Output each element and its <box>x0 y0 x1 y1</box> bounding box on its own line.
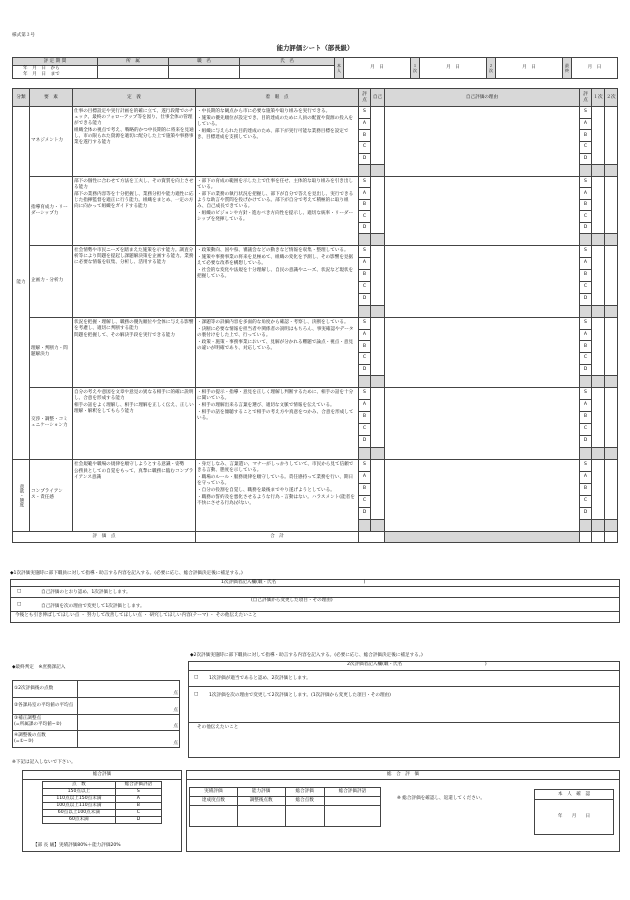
grade-A: A <box>359 188 371 200</box>
viewpoint-text: ・相手の提示・指導・意見を正しく理解し判断するために、相手の話を十分に聞いている。 <box>197 389 354 401</box>
self-score-cell <box>371 305 385 317</box>
element-3: 理解・判断力・問題解決力 <box>30 317 73 387</box>
summary-sub <box>324 797 380 806</box>
viewpoint-text: ・職場のルール・服務規律を順守している。責任感持って業務を行い、期日を守っている。 <box>197 474 354 486</box>
grade-A: A <box>359 471 371 483</box>
viewpoint-4 <box>196 387 359 459</box>
col-category: 分類 <box>13 89 30 107</box>
viewpoint-text: ・政策動向、国や県、審議会などの動きなど情報を収集・整理している。 <box>197 247 349 253</box>
grade-score-cell <box>359 305 371 317</box>
grade-score-cell <box>580 234 592 246</box>
definition-1 <box>73 176 196 245</box>
viewpoint-text: ・政策・施策・事務事業において、見解が分かれる難題で論点・視点・意見の違いが明確であり、対応している。 <box>197 339 354 351</box>
second-score-cell <box>605 165 618 177</box>
definition-4 <box>73 387 196 459</box>
grade-score-cell <box>580 376 592 388</box>
sec1-check1: 自己評価のとおり認め、1次評価とします。 <box>41 590 131 595</box>
self-date[interactable]: 月 日 <box>344 58 411 79</box>
overall-grade: D <box>115 817 161 824</box>
viewpoint-0 <box>196 107 359 177</box>
final-row-unit[interactable]: 点 <box>78 681 180 698</box>
viewpoint-text: ・身だしなみ、言葉遣い、マナーがしっかりしていて、市民から見て信頼できる言動、態度を示している。 <box>197 461 354 473</box>
grade-C: C <box>359 281 371 293</box>
grade-S: S <box>580 459 592 471</box>
final-row-label: ④調整後の点数 (=①−③) <box>13 731 78 748</box>
overall-range: 60点以上100点未満 <box>43 810 116 817</box>
grade-A: A <box>580 118 592 130</box>
grade-S: S <box>580 176 592 188</box>
summary-sub: 調整後点数 <box>237 797 285 806</box>
col-viewpoint: 着 眼 点 <box>196 89 359 107</box>
col-rating: 評点 <box>359 89 371 107</box>
category-attitude: 意欲・態度 <box>13 459 30 531</box>
grade-S: S <box>359 107 371 119</box>
footer-label: 評 価 点 <box>13 531 196 542</box>
summary-sub: 達成度点数 <box>190 797 238 806</box>
summary-title: 総 合 評 価 <box>187 771 619 780</box>
definition-text: 仕事の目標設定や実行計画を的確に立て、遂行段階でのチェック、最終のフォローアップ等を図り、仕事全体の管理ができる能力 <box>74 109 194 126</box>
second-rating-1[interactable] <box>605 176 618 234</box>
final-date[interactable]: 月 日 <box>572 58 618 79</box>
overall-grade: B <box>115 803 161 810</box>
grade-D: D <box>580 153 592 165</box>
viewpoint-text: ・相手の話を傾聴することで相手の考え方や真意をつかみ、合意を形成している。 <box>197 409 354 421</box>
second-rating-0[interactable] <box>605 107 618 165</box>
self-reason-1[interactable] <box>385 176 580 245</box>
grade-score-cell <box>359 165 371 177</box>
summary-box <box>186 770 620 852</box>
grade-B: B <box>359 130 371 142</box>
person-confirm-table <box>534 789 614 835</box>
grade-C: C <box>359 495 371 507</box>
grade-S: S <box>359 317 371 329</box>
definition-text: 相手の話をよく理解し、相手に理解を正しく伝え、正しい理解・解釈をしてもらう能力 <box>74 402 194 414</box>
grade-B: B <box>580 199 592 211</box>
overall-range: 110点以上150点未満 <box>43 796 116 803</box>
grade-B: B <box>359 341 371 353</box>
definition-3 <box>73 317 196 387</box>
grade-D: D <box>359 222 371 234</box>
second-rating-3[interactable] <box>605 317 618 375</box>
grade-A: A <box>359 257 371 269</box>
definition-2 <box>73 245 196 317</box>
grade-S: S <box>359 459 371 471</box>
grade-C: C <box>580 423 592 435</box>
viewpoint-1 <box>196 176 359 245</box>
self-rating-1[interactable] <box>371 176 385 234</box>
dept-field[interactable] <box>98 66 169 79</box>
grade-C: C <box>359 211 371 223</box>
first-score-cell <box>592 305 605 317</box>
first-score-cell <box>592 234 605 246</box>
grade-C: C <box>580 141 592 153</box>
col-second: ２次 <box>605 89 618 107</box>
grade-score-cell <box>580 519 592 531</box>
person-confirm-title: 本 人 確 認 <box>535 790 614 800</box>
first-rating-4[interactable] <box>592 387 605 447</box>
self-reason-5[interactable] <box>385 459 580 531</box>
footer-first-total[interactable] <box>592 531 605 542</box>
grade-A: A <box>359 118 371 130</box>
sec2-check1: 1次評価が適当であると認め、2次評価とします。 <box>209 676 311 681</box>
grade-B: B <box>580 130 592 142</box>
second-date[interactable]: 月 日 <box>496 58 563 79</box>
viewpoint-text: ・部下の育成の範囲を示した上で仕事を任せ、主体的な取り組みを引き出している。 <box>197 178 354 190</box>
summary-table <box>189 787 381 827</box>
viewpoint-2 <box>196 245 359 317</box>
period-label: 評 定 期 間 <box>13 58 98 66</box>
grade-D: D <box>359 435 371 447</box>
grade-C: C <box>359 423 371 435</box>
element-4: 交渉・調整・コミュニケーション力 <box>30 387 73 459</box>
summary-value[interactable] <box>190 806 238 827</box>
person-confirm-date[interactable]: 年 月 日 <box>535 800 614 835</box>
definition-5 <box>73 459 196 531</box>
self-score-cell <box>371 447 385 459</box>
grade-D: D <box>580 293 592 305</box>
col-rating-2: 評点 <box>580 89 592 107</box>
name-label: 氏 名 <box>240 58 335 66</box>
grade-A: A <box>359 399 371 411</box>
second-score-cell <box>605 376 618 388</box>
grade-S: S <box>359 245 371 257</box>
overall-grade: A <box>115 796 161 803</box>
grade-S: S <box>580 107 592 119</box>
final-row-label: ②各課局室の平均値の平均点 <box>13 697 78 714</box>
footer-total: 合 計 <box>196 531 359 542</box>
viewpoint-text: ・組織に与えられた目的達成のため、部下が実行可能な業務目標を設定でき、目標達成を支援している。 <box>197 128 349 140</box>
grade-A: A <box>580 329 592 341</box>
second-score-cell <box>605 447 618 459</box>
second-rating-2[interactable] <box>605 245 618 305</box>
grade-C: C <box>580 211 592 223</box>
grade-A: A <box>580 471 592 483</box>
viewpoint-text: ・課題等の詳細内容を多面的な角度から確認・考察し、決断をしている。 <box>197 319 349 325</box>
self-score-cell <box>371 234 385 246</box>
definition-text: 問題を把握して、その解決手段を実行できる能力 <box>74 332 175 338</box>
definition-text: 公務員としての自覚をもって、真摯に職務に臨むコンプライアンス意識 <box>74 468 194 480</box>
definition-text: 組織全体の視点で考え、戦略的かつ中長期的に将来を見通し、市の限られた資源を適切に配分した上で施策や事務事業を遂行する能力 <box>74 127 194 145</box>
position-label: 職 名 <box>169 58 240 66</box>
grade-B: B <box>359 483 371 495</box>
final-row-label: ①2次評価後の点数 <box>13 681 78 698</box>
final-row-label: ③補正調整点 (=所属課の平均値−②) <box>13 714 78 731</box>
grade-S: S <box>580 245 592 257</box>
grade-C: C <box>580 352 592 364</box>
overall-grade-box <box>22 770 182 852</box>
first-label: １次 <box>411 58 420 79</box>
self-score-cell <box>371 519 385 531</box>
second-score-cell <box>605 519 618 531</box>
sec1-box <box>10 579 620 623</box>
overall-formula: 【部 長 級】実績評価80%＋能力評価20% <box>33 843 121 848</box>
grade-score-cell <box>359 234 371 246</box>
period-range[interactable]: 年 月 日 から 年 月 日 まで <box>13 66 98 79</box>
summary-sub: 総合点数 <box>285 797 324 806</box>
sec2-other[interactable]: その他伝えたいこと <box>197 725 239 730</box>
element-5: コンプライアンス・責任感 <box>30 459 73 531</box>
second-score-cell <box>605 305 618 317</box>
viewpoint-text: ・中長期的な観点から市に必要な施策や取り組みを実行できる。 <box>197 109 331 114</box>
first-rating-3[interactable] <box>592 317 605 375</box>
sec2-heading: ◆2次評価実施時に部下職員に対して指導・助言する内容を記入する。(必要に応じ、総合評価決定後に補足する。) <box>190 653 423 658</box>
sec1-heading: ◆1次評価実施時に部下職員に対して指導・助言する内容を記入する。(必要に応じ、総合評価決定後に補足する。) <box>10 571 243 576</box>
evaluation-table <box>12 88 618 543</box>
first-rating-5[interactable] <box>592 459 605 519</box>
sec1-check2-box[interactable]: □ <box>17 602 22 607</box>
grade-score-cell <box>359 447 371 459</box>
self-rating-3[interactable] <box>371 317 385 375</box>
first-score-cell <box>592 165 605 177</box>
name-field[interactable] <box>240 66 335 79</box>
grade-score-cell <box>580 165 592 177</box>
grade-B: B <box>359 411 371 423</box>
grade-score-cell <box>359 376 371 388</box>
self-rating-0[interactable] <box>371 107 385 165</box>
final-table <box>12 680 180 748</box>
definition-0 <box>73 107 196 177</box>
summary-confirm: ※ 総合評価を確認し、返還してください。 <box>397 796 485 801</box>
viewpoint-text: ・部下の業務の執行状況を把握し、部下が自分で答えを見出し、実行できるような助言や質問を投げかけている。部下が自分で考えて積極的に取り組み、自己成長できている。 <box>197 191 354 209</box>
definition-text: 部下の個性に合わせて方法を工夫し、その資質を向上させる能力 <box>74 178 194 190</box>
category-ability: 能力 <box>13 107 30 460</box>
element-2: 企画力・分析力 <box>30 245 73 317</box>
position-field[interactable] <box>169 66 240 79</box>
summary-col: 能力評価 <box>237 788 285 797</box>
overall-grade: C <box>115 810 161 817</box>
grade-score-cell <box>359 519 371 531</box>
self-reason-2[interactable] <box>385 245 580 317</box>
first-score-cell <box>592 519 605 531</box>
second-rating-5[interactable] <box>605 459 618 519</box>
self-rating-4[interactable] <box>371 387 385 447</box>
self-reason-3[interactable] <box>385 317 580 387</box>
definition-text: 自分の考えや意図を文章や意見の異なる相手に的確に説明し、合意を形成する能力 <box>74 389 194 401</box>
grade-score-cell <box>580 305 592 317</box>
overall-grade-col: 総合評価評語 <box>115 782 161 789</box>
footer-self-total[interactable] <box>359 531 385 542</box>
element-1: 指導育成力・リーダーシップ力 <box>30 176 73 245</box>
final-label: 最終 <box>563 58 572 79</box>
overall-range: 60点未満 <box>43 817 116 824</box>
definition-text: 社会規範や職場の規律を順守しようとする意識・姿勢 <box>74 461 185 467</box>
viewpoint-text: ・職務の誓約及を悪化させるような行為・言動はない。ハラスメント(能者を不快にさせる行為)がない。 <box>197 494 355 506</box>
grade-D: D <box>359 153 371 165</box>
grade-S: S <box>580 387 592 399</box>
grade-B: B <box>580 483 592 495</box>
final-heading: ◆最終判定 ※庶務課記入 <box>12 665 66 670</box>
grade-B: B <box>359 269 371 281</box>
footer-second-total[interactable] <box>605 531 618 542</box>
grade-S: S <box>359 387 371 399</box>
overall-grade-table <box>42 781 162 824</box>
form-number: 様式第３号 <box>12 33 35 38</box>
note: ※下記は記入しないで下さい。 <box>12 760 76 765</box>
final-row-unit[interactable]: 点 <box>78 697 180 714</box>
self-reason-0[interactable] <box>385 107 580 177</box>
definition-text: 社会情勢や市民ニーズを踏まえた施策を示す能力。調査分析等により問題を提起し課題解決策を企画する能力。業務に必要な情報を収集、分析し、活用する能力 <box>74 247 194 265</box>
header-table <box>12 57 618 79</box>
self-score-cell <box>371 376 385 388</box>
second-label: ２次 <box>487 58 496 79</box>
first-rating-2[interactable] <box>592 245 605 305</box>
grade-score-cell <box>580 447 592 459</box>
col-definition: 定 義 <box>73 89 196 107</box>
viewpoint-5 <box>196 459 359 531</box>
dept-label: 所 属 <box>98 58 169 66</box>
definition-text: 状況を把握・理解し、職務の優先順位や全体に与える影響を考慮し、適切に判断する能力 <box>74 319 194 331</box>
grade-C: C <box>580 281 592 293</box>
sec1-advice[interactable]: 今後とも引き伸ばしてほしい点 ・ 努力して改善してほしい点 ・ 研究してほしい内容(テーマ) ・ その他伝えたいこと <box>15 613 258 618</box>
grade-C: C <box>359 141 371 153</box>
grade-A: A <box>580 188 592 200</box>
final-row-unit[interactable]: 点 <box>78 714 180 731</box>
summary-value[interactable] <box>237 806 285 827</box>
self-rating-2[interactable] <box>371 245 385 305</box>
grade-D: D <box>580 364 592 376</box>
self-label: 本人 <box>335 58 344 79</box>
viewpoint-text: ・施策や事務事業の将来を見極めて、組織の変化を予測し、その影響を見据えて必要な改革を構想している。 <box>197 254 354 266</box>
viewpoint-text: ・組織のビジョンや方針・進むべき方向性を提示し、適切な統率・リーダーシップを発揮している。 <box>197 210 354 222</box>
element-0: マネジメント力 <box>30 107 73 177</box>
definition-text: 部下の業務内容等を十分把握し、業務分担や能力適性に応じた指揮監督を適正に行う能力。組織をまとめ、一定の方向に向かって組織をガイドする能力 <box>74 191 194 209</box>
grade-C: C <box>359 352 371 364</box>
self-rating-5[interactable] <box>371 459 385 519</box>
page-title: 能力評価シート（部長級） <box>276 44 354 52</box>
overall-score-col: 点 数 <box>43 782 116 789</box>
sec2-check2-box[interactable]: □ <box>194 692 199 697</box>
grade-D: D <box>359 293 371 305</box>
first-score-cell <box>592 376 605 388</box>
grade-D: D <box>580 222 592 234</box>
summary-value[interactable] <box>324 806 380 827</box>
grade-B: B <box>359 199 371 211</box>
sec1-check1-box[interactable]: □ <box>17 589 22 594</box>
sec2-evaluator[interactable]: 2次評価者記入欄(職・氏名 ) <box>347 662 487 667</box>
footer-blank <box>385 531 580 542</box>
viewpoint-text: ・決断に必要な情報を担当者や関係者の説明はもちろん、事実確認やデータの裏付けをした上で、行っている。 <box>197 326 354 338</box>
grade-B: B <box>580 411 592 423</box>
first-rating-0[interactable] <box>592 107 605 165</box>
sec1-changed-note: (自己評価から変更した項目・その理由) <box>251 598 333 603</box>
grade-D: D <box>359 364 371 376</box>
col-element: 要 素 <box>30 89 73 107</box>
first-rating-1[interactable] <box>592 176 605 234</box>
sec1-evaluator[interactable]: 1次評価者記入欄(職・氏名 ) <box>221 580 366 585</box>
sec2-box <box>188 661 620 758</box>
grade-A: A <box>359 329 371 341</box>
grade-D: D <box>359 507 371 519</box>
sec2-check1-box[interactable]: □ <box>194 675 199 680</box>
col-self: 自己 <box>371 89 385 107</box>
first-date[interactable]: 月 日 <box>420 58 487 79</box>
self-reason-4[interactable] <box>385 387 580 459</box>
sec1-check2: 自己評価を次の理由で変更して1次評価とします。 <box>41 604 145 609</box>
second-score-cell <box>605 234 618 246</box>
final-row-unit[interactable]: 点 <box>78 731 180 748</box>
summary-value[interactable] <box>285 806 324 827</box>
second-rating-4[interactable] <box>605 387 618 447</box>
viewpoint-text: ・施策の優先順位が設定でき、目的達成のために人員の配置や資源の投入をしている。 <box>197 115 354 127</box>
grade-C: C <box>580 495 592 507</box>
viewpoint-3 <box>196 317 359 387</box>
grade-A: A <box>580 257 592 269</box>
grade-S: S <box>359 176 371 188</box>
overall-range: 150点以上 <box>43 789 116 796</box>
summary-col: 総合評価評語 <box>324 788 380 797</box>
grade-D: D <box>580 435 592 447</box>
grade-D: D <box>580 507 592 519</box>
self-score-cell <box>371 165 385 177</box>
viewpoint-text: ・相手の理解出来る言葉を選び、適切な文脈で情報を伝えている。 <box>197 402 335 408</box>
grade-B: B <box>580 269 592 281</box>
overall-grade: S <box>115 789 161 796</box>
col-reason: 自己評価の理由 <box>385 89 580 107</box>
summary-col: 実績評価 <box>190 788 238 797</box>
viewpoint-text: ・社会的な変化や法規を十分理解し、自民の意識やニーズ、状況など現状を把握している。 <box>197 267 354 279</box>
sec2-check2: 1次評価を次の理由で変更して2次評価とします。(1次評価から変更した項目・その理由) <box>209 693 391 698</box>
first-score-cell <box>592 447 605 459</box>
summary-col: 総合評価 <box>285 788 324 797</box>
grade-A: A <box>580 399 592 411</box>
overall-range: 100点以上110点未満 <box>43 803 116 810</box>
grade-S: S <box>580 317 592 329</box>
grade-B: B <box>580 341 592 353</box>
overall-title: 総合評価 <box>23 771 181 780</box>
col-first: １次 <box>592 89 605 107</box>
viewpoint-text: ・自分の役割を自覚し、職務を最後までやり遂げようとしている。 <box>197 487 335 493</box>
